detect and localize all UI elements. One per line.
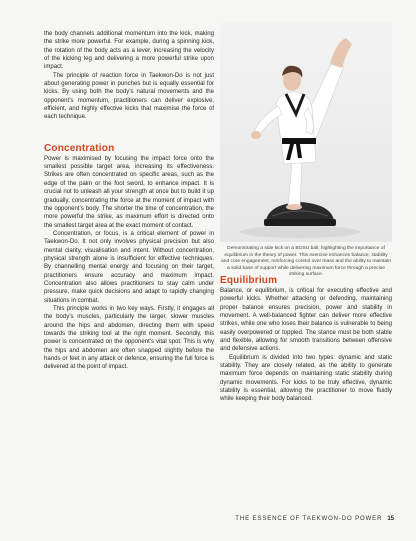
running-title: THE ESSENCE OF TAEKWON-DO POWER xyxy=(235,516,383,522)
page-number: 15 xyxy=(387,516,394,522)
paragraph-reaction-force: The principle of reaction force in Taekwon-Do is not just about generating power in punches but is equally essential for kicks. By using both the body’s natural movements and the opponent’s momentum, practitioners can deliver explosive, efficient, and highly effective kicks that maximise the force of each technique. xyxy=(44,72,214,121)
martial-artist-illustration xyxy=(220,22,392,242)
kick-photo xyxy=(220,22,392,242)
paragraph-equilibrium-1: Balance, or equilibrium, is critical for executing effective and powerful kicks. Whether attacking or defending, maintaining proper balance ensures precision, power and stability in movement. A well-balanced fighter can deliver more effective strikes, while one who loses their balance is vulnerable to being easily overpowered or toppled. The stance must be both stable and flexible, allowing for smooth transitions between offensive and defensive actions. xyxy=(220,288,392,353)
left-column xyxy=(44,30,214,372)
paragraph-concentration-3: This principle works in two key ways. Firstly, it engages all the body’s muscles, particularly the larger, slower muscles around the hips and abdomen, directing them with speed towards the striking tool at the right moment. Secondly, this power is concentrated on the opponent’s vital spot. This is why the hips and abdomen are often snapped slightly before the hands or feet in any attack or defence, ensuring the full force is delivered at the point of impact. xyxy=(44,305,214,371)
concentration-heading: Concentration xyxy=(44,142,115,154)
equilibrium-heading: Equilibrium xyxy=(220,275,278,286)
figure-caption: Demonstrating a side kick on a BOSU ball, highlighting the importance of equilibrium in the theory of power. This exercise enhances balance, stability and core engagement, reinforcing control over mass and the ability to maintain a solid base of support while delivering maximum force through a precise striking surface. xyxy=(221,246,391,277)
paragraph-concentration-2: Concentration, or focus, is a critical element of power in Taekwon-Do. It not only involves physical precision but also mental clarity, visualisation and intent. Without concentration, physical strength alone is insufficient for effective techniques. By channelling mental energy and focusing on their target, practitioners ensure accuracy and maximum impact. Concentration also allows practitioners to stay calm under pressure, make quick decisions and adapt to rapidly changing situations in combat. xyxy=(44,230,214,304)
page-footer xyxy=(222,516,394,522)
paragraph-equilibrium-2: Equilibrium is divided into two types: dynamic and static stability. They are closely related, as the ability to generate maximum force depends on maintaining static stability during dynamic movements. For kicks to be truly effective, dynamic stability is essential, allowing the practitioner to move fluidly while keeping their body balanced. xyxy=(220,354,392,403)
paragraph-intro: the body channels additional momentum into the kick, making the strike more powerful. For example, during a spinning kick, the rotation of the body acts as a lever, increasing the velocity of the kicking leg and delivering a more powerful strike upon impact. xyxy=(44,31,214,71)
paragraph-concentration-1: Power is maximised by focusing the impact force onto the smallest possible target area, increasing its effectiveness. Strikes are often concentrated on specific areas, such as the edge of the palm or the foot sword, to enhance impact. It is crucial not to unleash all your strength at once but to build it up gradually, concentrating the force at the moment of impact with the opponent’s body. The shorter the time of concentration, the more powerful the strike, as maximum effort is directed onto the smallest target area at the exact moment of contact. xyxy=(44,155,214,229)
right-column xyxy=(220,275,392,404)
